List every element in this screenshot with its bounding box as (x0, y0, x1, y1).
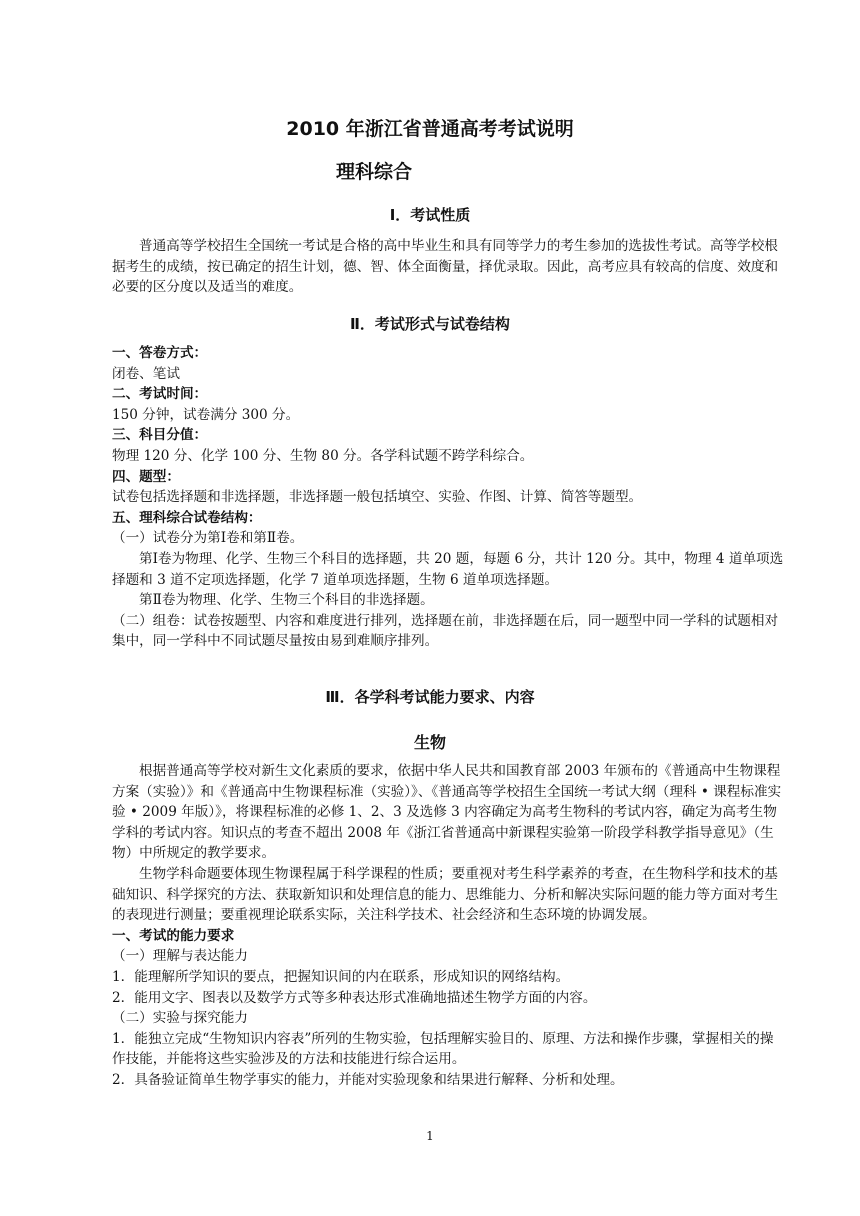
ability1-item: 2．能用文字、图表以及数学方式等多种表达形式准确地描述生物学方面的内容。 (112, 989, 597, 1006)
item5-sub2: （二）组卷：试卷按题型、内容和难度进行排列，选择题在前，非选择题在后，同一题型中同一学科的试题相对集中，同一学科中不同试题尽量按由易到难顺序排列。 (112, 612, 779, 650)
item5-paragraph-2: 第Ⅱ卷为物理、化学、生物三个科目的非选择题。 (139, 592, 434, 609)
subject-heading: 生物 (413, 733, 446, 752)
ability2-title: （二）实验与探究能力 (112, 1010, 248, 1027)
item-text: 150 分钟，试卷满分 300 分。 (112, 406, 300, 423)
item-text: 物理 120 分、化学 100 分、生物 80 分。各学科试题不跨学科综合。 (112, 447, 534, 464)
item-label: 二、考试时间： (112, 386, 208, 403)
page-number: 1 (426, 1129, 434, 1143)
item5-sub1: （一）试卷分为第Ⅰ卷和第Ⅱ卷。 (112, 530, 304, 547)
document-subtitle: 理科综合 (336, 161, 413, 183)
section3-body (112, 761, 784, 1091)
item5-paragraph-1: 第Ⅰ卷为物理、化学、生物三个科目的选择题，共 20 题，每题 6 分，共计 120 分。其中，物理 4 道单项选择题和 3 道不定项选择题，化学 7 道单项选择题，生物 6 道单项选择题。 (112, 550, 784, 588)
section1-paragraph: 普通高等学校招生全国统一考试是合格的高中毕业生和具有同等学力的考生参加的选拔性考试。高等学校根据考生的成绩，按已确定的招生计划，德、智、体全面衡量，择优录取。因此，高考应具有较高的信度、效度和必要的区分度以及适当的难度。 (112, 238, 779, 296)
section-heading-2: Ⅱ．考试形式与试卷结构 (350, 315, 510, 333)
section-heading-3: Ⅲ．各学科考试能力要求、内容 (325, 688, 535, 706)
section2-body (112, 343, 784, 652)
item-label: 四、题型： (112, 468, 180, 485)
section-heading-1: Ⅰ．考试性质 (389, 206, 471, 224)
ability2-item: 1．能独立完成“生物知识内容表”所列的生物实验，包括理解实验目的、原理、方法和操作步骤，掌握相关的操作技能，并能将这些实验涉及的方法和技能进行综合运用。 (112, 1030, 774, 1068)
biology-paragraph-1: 根据普通高等学校对新生文化素质的要求，依据中华人民共和国教育部 2003 年颁布的《普通高中生物课程方案（实验）》和《普通高中生物课程标准（实验）》、《普通高等学校招生全国统一考试大纲（理科 • 课程标准实验 • 2009 年版）》，将课程标准的必修 1、2、3 及选修 3 内容确定为高考生物科的考试内容，确定为高考生物学科的考试内容。知识点的考查不超出 2008 年《浙江省普通高中新课程实验第一阶段学科教学指导意见》（生物）中所规定的教学要求。 (112, 763, 782, 862)
ability1-item: 1．能理解所学知识的要点，把握知识间的内在联系，形成知识的网络结构。 (112, 968, 570, 985)
document-title: 2010 年浙江省普通高考考试说明 (286, 118, 574, 140)
ability-heading: 一、考试的能力要求 (112, 927, 235, 944)
biology-paragraph-2: 生物学科命题要体现生物课程属于科学课程的性质；要重视对考生科学素养的考查，在生物科学和技术的基础知识、科学探究的方法、获取新知识和处理信息的能力、思维能力、分析和解决实际问题的能力等方面对考生的表现进行测量；要重视理论联系实际，关注科学技术、社会经济和生态环境的协调发展。 (112, 865, 779, 924)
item-text: 闭卷、笔试 (112, 365, 180, 382)
item-label: 五、理科综合试卷结构： (112, 509, 262, 526)
ability2-item: 2．具备验证简单生物学事实的能力，并能对实验现象和结果进行解释、分析和处理。 (112, 1071, 624, 1088)
item-label: 三、科目分值： (112, 427, 208, 444)
ability1-title: （一）理解与表达能力 (112, 948, 248, 965)
item-label: 一、答卷方式： (112, 345, 208, 361)
item-text: 试卷包括选择题和非选择题，非选择题一般包括填空、实验、作图、计算、简答等题型。 (112, 489, 643, 506)
section1-body (112, 236, 784, 298)
